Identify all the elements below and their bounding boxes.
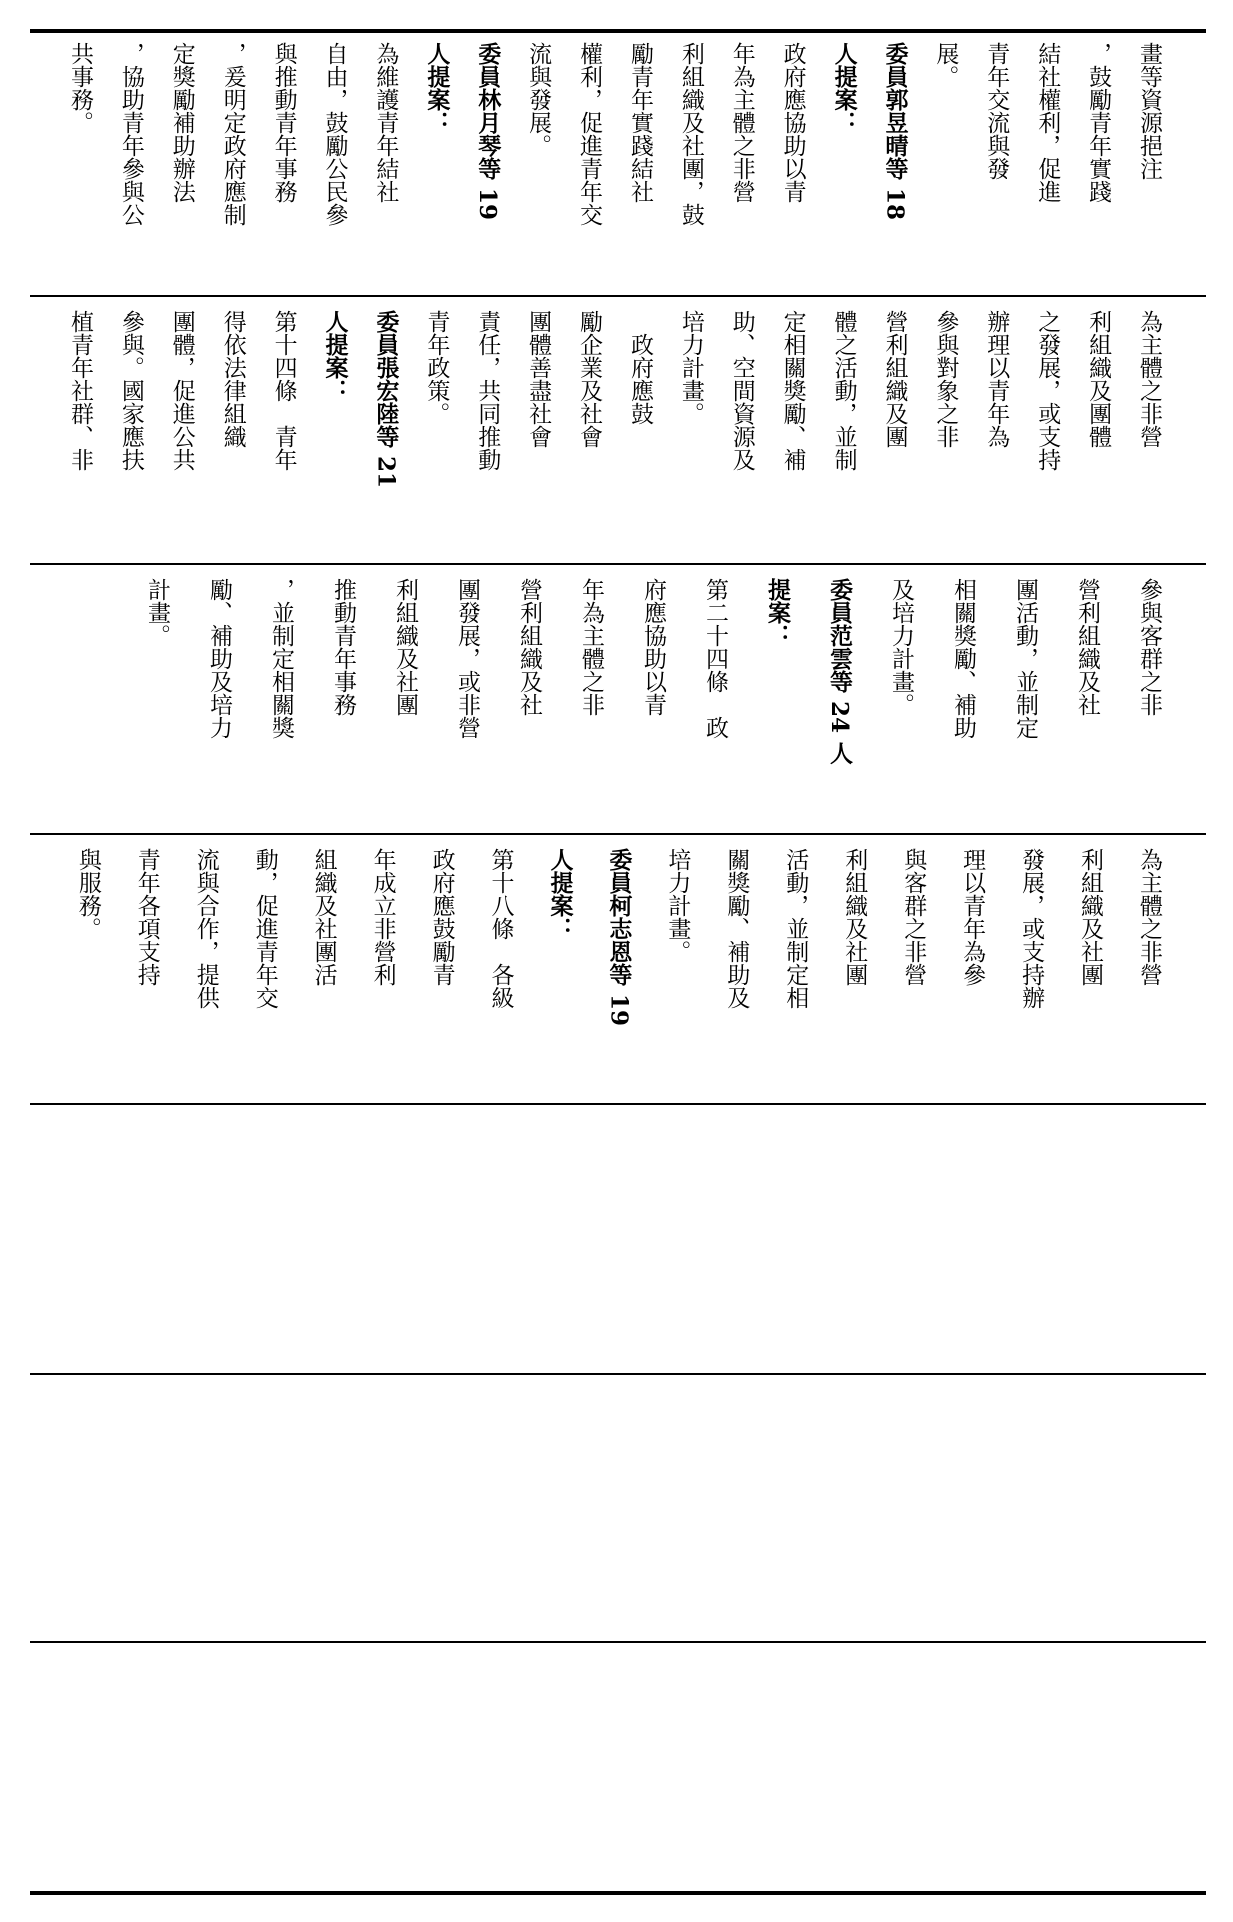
text-line: 利組織及社團	[392, 578, 418, 716]
text-line: 利組織及社團	[1077, 848, 1104, 986]
text-line: 利組織及社團	[841, 848, 868, 986]
text-line: 為主體之非營	[1136, 848, 1162, 986]
text-line: 勵企業及社會	[576, 310, 603, 448]
row-divider	[30, 563, 1206, 565]
text-line: 展。	[932, 42, 959, 88]
text-line: 青年交流與發	[983, 42, 1010, 180]
text-line: 年為主體之非營	[728, 42, 755, 203]
text-line: 與推動青年事務	[270, 42, 297, 203]
row-divider	[30, 833, 1206, 835]
proposer-heading: 委員范雲等 24 人	[826, 578, 853, 765]
text-line: 參與客群之非	[1136, 578, 1162, 716]
text-line: 辦理以青年為	[983, 310, 1010, 448]
text-line: 利組織及社團，鼓	[677, 42, 704, 226]
proposal-label: 人提案：	[423, 42, 451, 134]
text-line: 為主體之非營	[1136, 310, 1162, 448]
text-line: 權利，促進青年交	[576, 42, 603, 226]
text-line: 發展，或支持辦	[1018, 848, 1045, 1009]
text-line: 與服務。	[74, 848, 101, 940]
proposal-label: 人提案：	[321, 310, 349, 402]
text-line: 政府應協助以青	[779, 42, 806, 203]
text-line: 團發展，或非營	[454, 578, 480, 739]
text-line: 第十八條 各級	[487, 848, 514, 1009]
text-line: 年為主體之非	[578, 578, 604, 716]
text-line: 第十四條 青年	[270, 310, 297, 471]
proposal-label: 人提案：	[830, 42, 858, 134]
text-line: 之發展，或支持	[1034, 310, 1061, 471]
text-line: 參與對象之非	[932, 310, 959, 448]
text-line: 動，促進青年交	[251, 848, 278, 1009]
text-block-row1	[60, 42, 1180, 286]
text-line: 相關獎勵、補助	[950, 578, 976, 739]
proposal-label: 人提案：	[546, 848, 574, 940]
text-line: 青年政策。	[423, 310, 450, 425]
proposer-heading: 委員張宏陸等 21	[372, 310, 400, 489]
row-divider	[30, 1641, 1206, 1643]
proposer-heading: 委員林月琴等 19	[474, 42, 502, 221]
proposer-heading: 委員柯志恩等 19	[605, 848, 633, 1027]
text-line: 營利組織及社	[1074, 578, 1100, 716]
text-line: 團體善盡社會	[525, 310, 552, 448]
text-line: 推動青年事務	[330, 578, 356, 716]
text-line: 團體，促進公共	[168, 310, 195, 471]
text-line: 共事務。	[66, 42, 93, 134]
text-line: 定相關獎勵、補	[779, 310, 806, 471]
text-line: 責任，共同推動	[474, 310, 501, 471]
text-line: 及培力計畫。	[888, 578, 914, 716]
top-rule	[30, 29, 1206, 33]
bottom-rule	[30, 1891, 1206, 1895]
text-line: 自由，鼓勵公民參	[321, 42, 348, 226]
text-line: 培力計畫。	[677, 310, 704, 425]
text-line: 培力計畫。	[664, 848, 691, 963]
text-line: 助、空間資源及	[728, 310, 755, 471]
text-line: ，鼓勵青年實踐	[1085, 42, 1112, 203]
text-line: 理以青年為參	[959, 848, 986, 986]
text-line: 第二十四條 政	[702, 578, 728, 739]
text-line: 計畫。	[144, 578, 170, 647]
text-line: 利組織及團體	[1085, 310, 1112, 448]
text-line: 畫等資源挹注	[1136, 42, 1162, 180]
text-line: 團活動，並制定	[1012, 578, 1038, 739]
text-line: 政府應鼓	[626, 310, 653, 425]
row-divider	[30, 295, 1206, 297]
text-line: 營利組織及團	[881, 310, 908, 448]
text-line: 組織及社團活	[310, 848, 337, 986]
text-line: 關獎勵、補助及	[723, 848, 750, 1009]
text-line: 得依法律組織	[219, 310, 246, 448]
text-line: 定獎勵補助辦法	[168, 42, 195, 203]
text-line: 府應協助以青	[640, 578, 666, 716]
text-line: ，爰明定政府應制	[219, 42, 246, 226]
text-line: 參與。國家應扶	[117, 310, 144, 471]
text-line: 流與合作，提供	[192, 848, 219, 1009]
proposer-heading: 委員郭昱晴等 18	[881, 42, 909, 221]
text-line: 為維護青年結社	[372, 42, 399, 203]
text-block-row4	[60, 848, 1180, 1092]
text-line: 青年各項支持	[133, 848, 160, 986]
text-line: 體之活動，並制	[830, 310, 857, 471]
text-block-row3	[60, 578, 1180, 822]
text-line: 與客群之非營	[900, 848, 927, 986]
text-line: ，協助青年參與公	[117, 42, 144, 226]
row-divider	[30, 1103, 1206, 1105]
text-line: 植青年社群、非	[66, 310, 93, 471]
text-line: 流與發展。	[525, 42, 552, 157]
row-divider	[30, 1373, 1206, 1375]
text-line: 年成立非營利	[369, 848, 396, 986]
text-block-row2	[60, 310, 1180, 554]
text-line: ，並制定相關獎	[268, 578, 294, 739]
text-line: 營利組織及社	[516, 578, 542, 716]
text-line: 勵青年實踐結社	[626, 42, 653, 203]
text-line: 勵、補助及培力	[206, 578, 232, 739]
proposal-label: 提案：	[764, 578, 791, 647]
text-line: 活動，並制定相	[782, 848, 809, 1009]
text-line: 政府應鼓勵青	[428, 848, 455, 986]
text-line: 結社權利，促進	[1034, 42, 1061, 203]
